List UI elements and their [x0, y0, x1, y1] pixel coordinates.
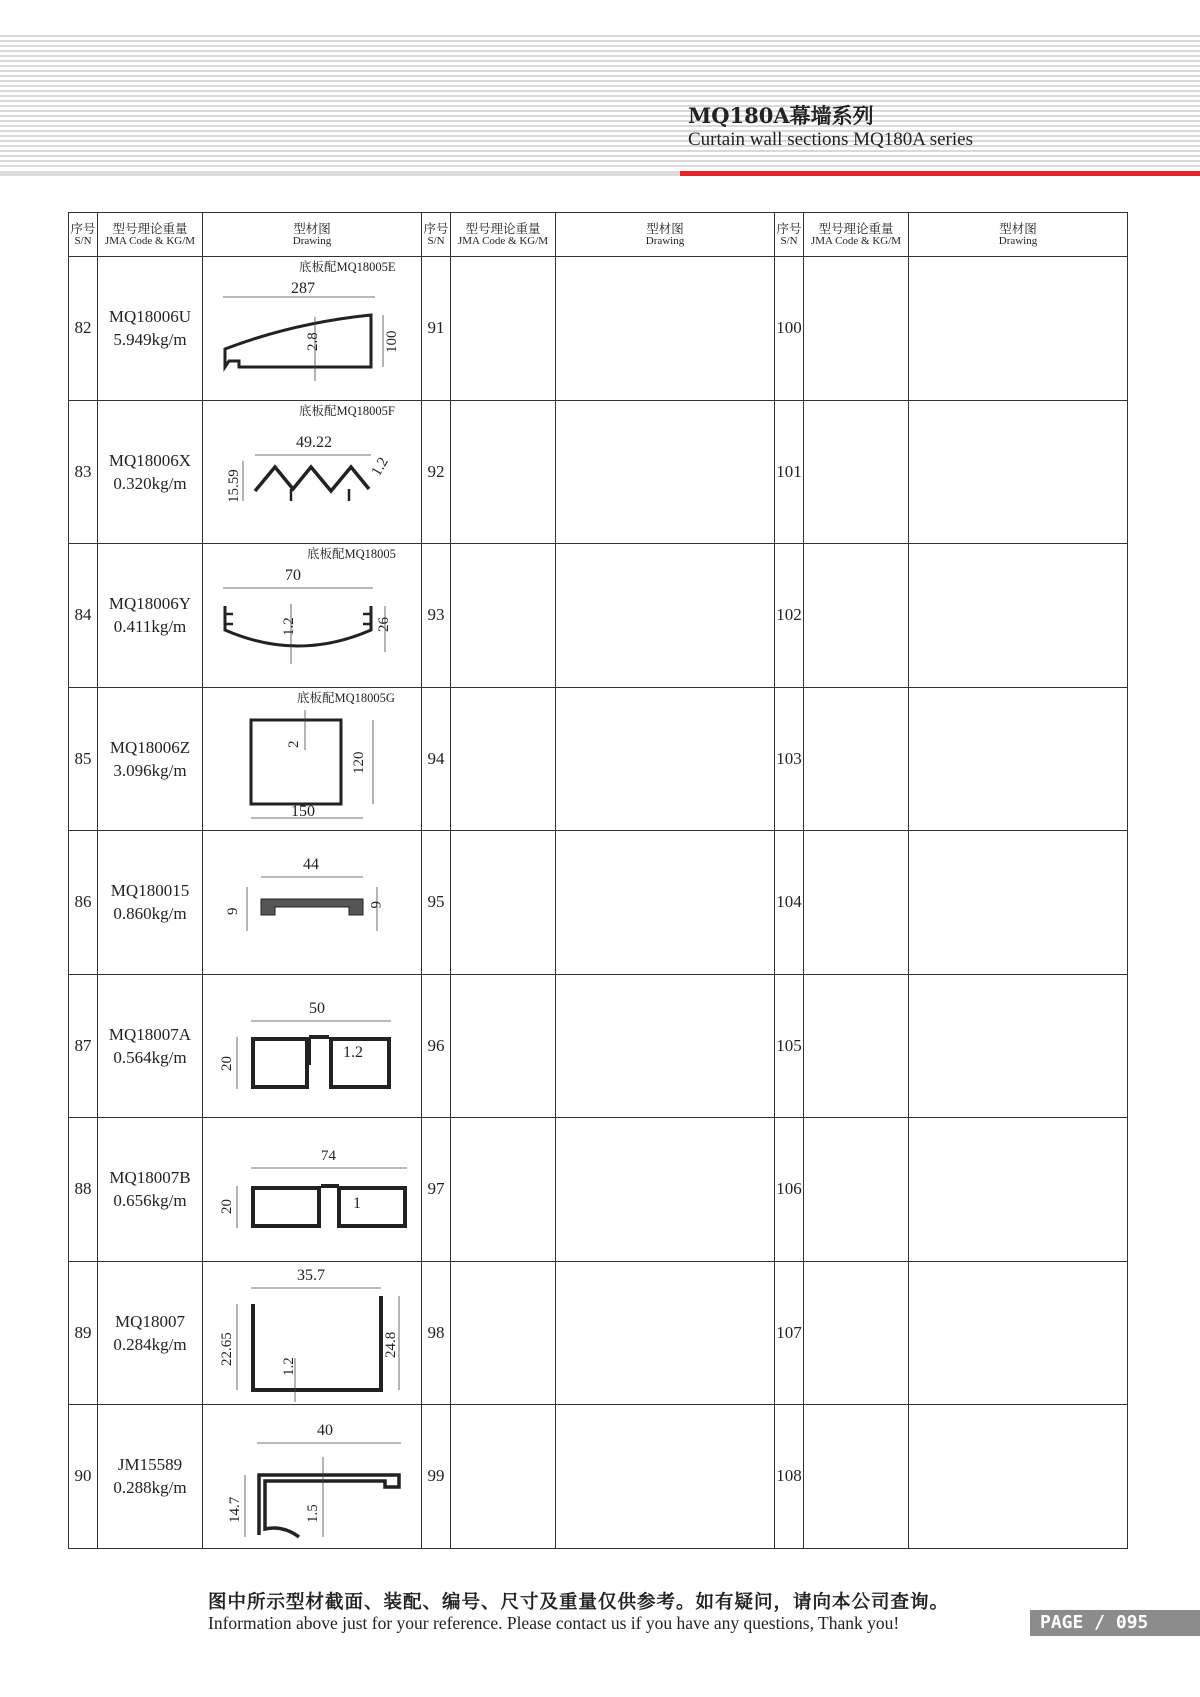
empty-drawing-cell	[909, 974, 1128, 1118]
empty-drawing-cell	[556, 974, 775, 1118]
dim-label: 15.59	[226, 468, 242, 503]
empty-drawing-cell	[556, 831, 775, 975]
row-sn: 87	[69, 974, 98, 1118]
row-code: MQ18006X 0.320kg/m	[98, 400, 203, 544]
table-header-row	[69, 213, 1128, 257]
row-sn: 93	[422, 544, 451, 688]
row-sn: 101	[775, 400, 804, 544]
row-sn: 102	[775, 544, 804, 688]
header-code: 型号理论重量 JMA Code & KG/M	[804, 213, 909, 257]
dim-label: 100	[384, 330, 400, 353]
empty-drawing-cell	[556, 1118, 775, 1262]
row-sn: 94	[422, 687, 451, 831]
profile-drawing	[203, 400, 422, 544]
empty-drawing-cell	[909, 1261, 1128, 1405]
row-sn: 84	[69, 544, 98, 688]
dim-label: 20	[219, 1055, 235, 1071]
row-sn: 89	[69, 1261, 98, 1405]
empty-drawing-cell	[909, 400, 1128, 544]
dim-label: 20	[219, 1199, 235, 1214]
dim-label: 1.2	[368, 454, 392, 479]
empty-code-cell	[804, 1118, 909, 1262]
row-code: MQ18007B 0.656kg/m	[98, 1118, 203, 1262]
dim-label: 1	[353, 1195, 361, 1212]
empty-drawing-cell	[556, 544, 775, 688]
row-code: MQ18007 0.284kg/m	[98, 1261, 203, 1405]
row-sn: 107	[775, 1261, 804, 1405]
empty-code-cell	[804, 257, 909, 401]
dim-label: 120	[351, 751, 367, 774]
table-row	[69, 831, 1128, 975]
footer-note-english: Information above just for your reference. Please contact us if you have any questions, Thank you!	[208, 1613, 900, 1633]
drawing-note: 底板配MQ18005	[307, 547, 396, 561]
empty-drawing-cell	[909, 687, 1128, 831]
dim-label: 1.2	[281, 1356, 297, 1376]
dim-label: 70	[285, 567, 301, 584]
page-subtitle: Curtain wall sections MQ180A series	[688, 129, 973, 150]
dim-label: 9	[225, 907, 241, 915]
empty-drawing-cell	[556, 257, 775, 401]
dim-label: 14.7	[227, 1496, 243, 1523]
profile-drawing	[203, 544, 422, 688]
profile-drawing	[203, 1261, 422, 1405]
table-row	[69, 687, 1128, 831]
dim-label: 40	[317, 1422, 333, 1439]
row-sn: 82	[69, 257, 98, 401]
empty-code-cell	[451, 687, 556, 831]
dim-label: 35.7	[297, 1266, 325, 1284]
row-sn: 106	[775, 1118, 804, 1262]
row-sn: 96	[422, 974, 451, 1118]
row-code: MQ18006Y 0.411kg/m	[98, 544, 203, 688]
empty-code-cell	[451, 257, 556, 401]
empty-code-cell	[451, 974, 556, 1118]
empty-code-cell	[804, 687, 909, 831]
header-gray-rule	[0, 171, 680, 176]
empty-code-cell	[804, 831, 909, 975]
page-title: MQ180A幕墙系列	[688, 103, 874, 128]
drawing-note: 底板配MQ18005F	[299, 403, 395, 418]
row-code: MQ180015 0.860kg/m	[98, 831, 203, 975]
empty-drawing-cell	[909, 544, 1128, 688]
profile-drawing	[203, 974, 422, 1118]
profile-table	[68, 212, 1128, 1549]
row-sn: 95	[422, 831, 451, 975]
row-sn: 97	[422, 1118, 451, 1262]
row-sn: 99	[422, 1405, 451, 1549]
row-sn: 85	[69, 687, 98, 831]
row-code: JM15589 0.288kg/m	[98, 1405, 203, 1549]
table-row	[69, 1118, 1128, 1262]
table-row	[69, 257, 1128, 401]
row-sn: 88	[69, 1118, 98, 1262]
dim-label: 74	[321, 1148, 336, 1164]
table-row	[69, 544, 1128, 688]
table-row	[69, 1261, 1128, 1405]
empty-drawing-cell	[556, 1261, 775, 1405]
empty-code-cell	[451, 400, 556, 544]
header-stripes	[0, 35, 1200, 170]
header-red-rule	[680, 171, 1200, 176]
empty-code-cell	[451, 1405, 556, 1549]
header-drawing: 型材图 Drawing	[556, 213, 775, 257]
row-sn: 90	[69, 1405, 98, 1549]
header-sn: 序号 S/N	[775, 213, 804, 257]
row-sn: 103	[775, 687, 804, 831]
empty-drawing-cell	[556, 687, 775, 831]
empty-code-cell	[804, 1261, 909, 1405]
dim-label: 22.65	[219, 1331, 235, 1366]
dim-label: 6	[367, 901, 383, 909]
table-row	[69, 974, 1128, 1118]
dim-label: 150	[291, 802, 315, 820]
empty-drawing-cell	[909, 1118, 1128, 1262]
header-sn: 序号 S/N	[69, 213, 98, 257]
row-sn: 108	[775, 1405, 804, 1549]
row-sn: 83	[69, 400, 98, 544]
empty-drawing-cell	[909, 1405, 1128, 1549]
row-sn: 100	[775, 257, 804, 401]
header-drawing: 型材图 Drawing	[909, 213, 1128, 257]
dim-label: 287	[291, 280, 315, 297]
empty-drawing-cell	[556, 1405, 775, 1549]
table-row	[69, 1405, 1128, 1549]
row-sn: 98	[422, 1261, 451, 1405]
dim-label: 24.8	[383, 1331, 399, 1358]
profile-drawing	[203, 1118, 422, 1262]
row-sn: 105	[775, 974, 804, 1118]
profile-drawing	[203, 257, 422, 401]
empty-code-cell	[804, 400, 909, 544]
row-code: MQ18007A 0.564kg/m	[98, 974, 203, 1118]
dim-label: 2	[286, 740, 302, 748]
row-sn: 92	[422, 400, 451, 544]
empty-code-cell	[804, 974, 909, 1118]
empty-code-cell	[451, 831, 556, 975]
header-sn: 序号 S/N	[422, 213, 451, 257]
dim-label: 26	[376, 617, 392, 632]
empty-drawing-cell	[909, 831, 1128, 975]
empty-code-cell	[451, 1118, 556, 1262]
row-code: MQ18006U 5.949kg/m	[98, 257, 203, 401]
row-code: MQ18006Z 3.096kg/m	[98, 687, 203, 831]
empty-drawing-cell	[556, 400, 775, 544]
header-code: 型号理论重量 JMA Code & KG/M	[451, 213, 556, 257]
table-row	[69, 400, 1128, 544]
dim-label: 2.8	[305, 332, 321, 351]
profile-drawing	[203, 831, 422, 975]
drawing-note: 底板配MQ18005E	[299, 260, 396, 274]
profile-drawing	[203, 687, 422, 831]
dim-label: 1.2	[281, 617, 297, 636]
page-number: PAGE / 095	[1030, 1610, 1200, 1636]
dim-label: 49.22	[296, 433, 332, 451]
dim-label: 1.5	[305, 1504, 321, 1523]
header-code: 型号理论重量 JMA Code & KG/M	[98, 213, 203, 257]
header-drawing: 型材图 Drawing	[203, 213, 422, 257]
dim-label: 44	[303, 856, 319, 873]
empty-code-cell	[804, 544, 909, 688]
empty-code-cell	[451, 544, 556, 688]
row-sn: 91	[422, 257, 451, 401]
profile-drawing	[203, 1405, 422, 1549]
empty-code-cell	[451, 1261, 556, 1405]
dim-label: 1.2	[343, 1043, 363, 1061]
empty-drawing-cell	[909, 257, 1128, 401]
drawing-note: 底板配MQ18005G	[297, 690, 395, 705]
empty-code-cell	[804, 1405, 909, 1549]
row-sn: 86	[69, 831, 98, 975]
dim-label: 50	[309, 999, 325, 1017]
footer-note-chinese: 图中所示型材截面、装配、编号、尺寸及重量仅供参考。如有疑问，请向本公司查询。	[208, 1592, 950, 1613]
row-sn: 104	[775, 831, 804, 975]
